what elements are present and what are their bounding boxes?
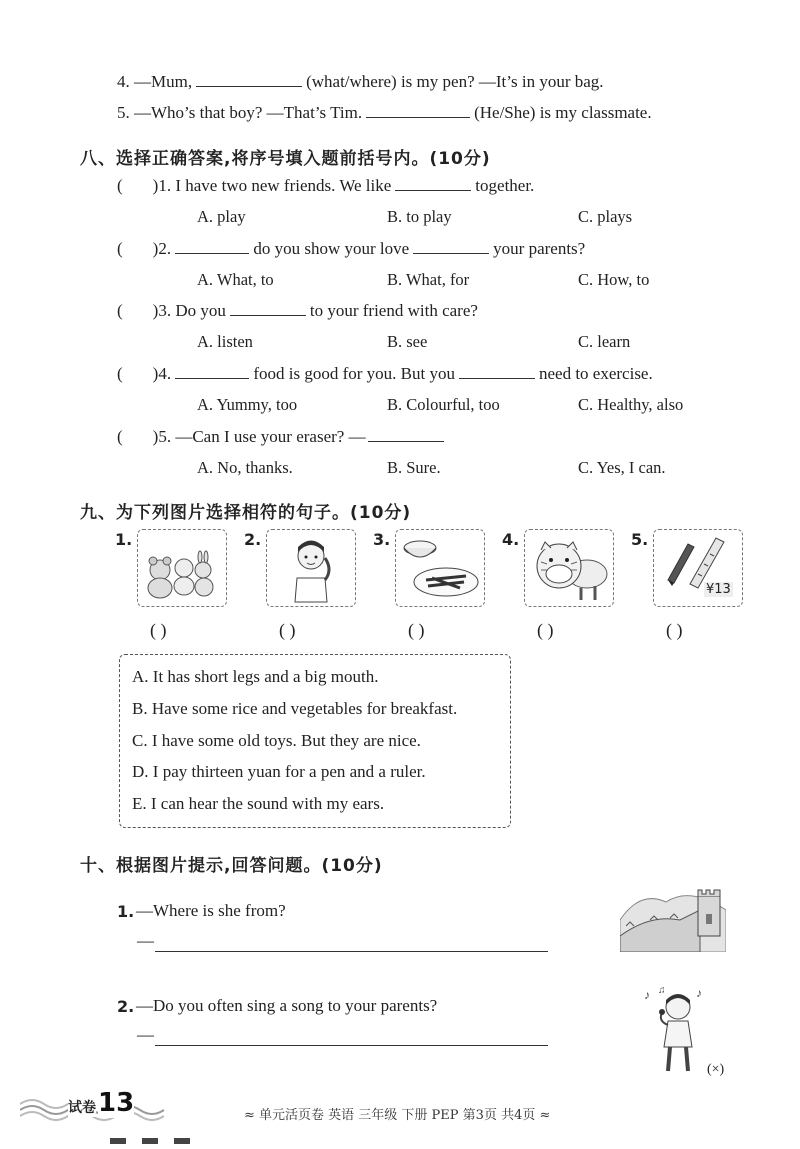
blank[interactable]: [413, 239, 489, 254]
section-8-title: 八、选择正确答案,将序号填入题前括号内。(10分): [80, 149, 491, 169]
blank[interactable]: [459, 364, 535, 379]
boy-listening-icon: [267, 530, 355, 606]
section-9-title: 九、为下列图片选择相符的句子。(10分): [80, 503, 412, 523]
option-c[interactable]: C. Yes, I can.: [578, 458, 666, 477]
singing-boy-icon: [640, 985, 712, 1077]
answer-line-2[interactable]: [155, 1045, 548, 1046]
singing-boy-picture: [640, 985, 712, 1077]
page-number-badge: 13: [98, 1088, 135, 1118]
footer-bar: [174, 1138, 190, 1144]
sentence-a: A. It has short legs and a big mouth.: [132, 667, 379, 686]
option-c[interactable]: C. plays: [578, 207, 633, 226]
option-c[interactable]: C. learn: [578, 332, 631, 351]
answer-paren[interactable]: ( ): [150, 620, 167, 640]
blank[interactable]: [230, 301, 306, 316]
answer-paren[interactable]: ( ): [666, 620, 683, 640]
sentence-box: [119, 654, 511, 828]
picture-5: [653, 529, 743, 607]
rice-and-vegetables-icon: [396, 530, 484, 606]
answer-slot[interactable]: [123, 177, 153, 191]
question-7-5: 5. —Who’s that boy? —That’s Tim. (He/She) is my classmate.: [117, 103, 652, 122]
question-10-2-text: —Do you often sing a song to your parents?: [136, 996, 438, 1015]
question-7-4: 4. —Mum, (what/where) is my pen? —It’s in your bag.: [117, 72, 604, 91]
question-8-5: ( )5. —Can I use your eraser? —: [117, 427, 444, 447]
mark-cross: (×): [707, 1062, 725, 1077]
picture-number: 1.: [115, 530, 133, 549]
answer-paren[interactable]: ( ): [408, 620, 425, 640]
answer-line-1[interactable]: [155, 951, 548, 952]
answer-slot[interactable]: [123, 428, 153, 442]
question-8-3: ( )3. Do you to your friend with care?: [117, 301, 478, 320]
picture-number: 4.: [502, 530, 520, 549]
svg-text:♫: ♫: [658, 985, 666, 996]
answer-dash: —: [137, 1025, 154, 1044]
picture-2: [266, 529, 356, 607]
sentence-b: B. Have some rice and vegetables for breakfast.: [132, 699, 458, 718]
great-wall-picture: [620, 880, 726, 952]
picture-number: 2.: [244, 530, 262, 549]
question-number: 1.: [117, 902, 135, 921]
option-a[interactable]: A. play: [197, 207, 246, 226]
blank[interactable]: [175, 364, 249, 379]
answer-slot[interactable]: [123, 240, 153, 254]
picture-1: [137, 529, 227, 607]
option-b[interactable]: B. Colourful, too: [387, 395, 500, 414]
option-a[interactable]: A. Yummy, too: [197, 395, 298, 414]
svg-text:♪: ♪: [644, 988, 650, 1002]
footer-bar: [142, 1138, 158, 1144]
question-number: 2.: [117, 997, 135, 1016]
option-a[interactable]: A. What, to: [197, 270, 274, 289]
tiger-icon: [525, 530, 613, 606]
section-10-title: 十、根据图片提示,回答问题。(10分): [80, 856, 383, 876]
price-tag: ¥13: [706, 582, 731, 597]
sentence-e: E. I can hear the sound with my ears.: [132, 794, 385, 813]
option-b[interactable]: B. What, for: [387, 270, 470, 289]
great-wall-icon: [620, 880, 726, 952]
option-a[interactable]: A. No, thanks.: [197, 458, 293, 477]
sentence-c: C. I have some old toys. But they are nice.: [132, 731, 421, 750]
question-8-1: ( )1. I have two new friends. We like together.: [117, 176, 535, 195]
svg-text:♪: ♪: [696, 986, 702, 1000]
blank[interactable]: [366, 103, 470, 118]
answer-paren[interactable]: ( ): [537, 620, 554, 640]
sentence-d: D. I pay thirteen yuan for a pen and a ruler.: [132, 762, 426, 781]
picture-4: [524, 529, 614, 607]
answer-slot[interactable]: [123, 302, 153, 316]
blank[interactable]: [175, 239, 249, 254]
answer-slot[interactable]: [123, 365, 153, 379]
picture-3: [395, 529, 485, 607]
answer-paren[interactable]: ( ): [279, 620, 296, 640]
question-10-1-text: —Where is she from?: [136, 901, 286, 920]
picture-number: 5.: [631, 530, 649, 549]
footer-bar: [110, 1138, 126, 1144]
blank[interactable]: [368, 427, 444, 442]
blank[interactable]: [196, 72, 302, 87]
question-8-2: ( )2. do you show your love your parents?: [117, 239, 586, 258]
toys-icon: [138, 530, 226, 606]
picture-number: 3.: [373, 530, 391, 549]
footer-label: 试卷: [68, 1097, 96, 1117]
option-c[interactable]: C. Healthy, also: [578, 395, 684, 414]
question-8-4: ( )4. food is good for you. But you need to exercise.: [117, 364, 653, 383]
blank[interactable]: [395, 176, 471, 191]
option-b[interactable]: B. to play: [387, 207, 452, 226]
option-b[interactable]: B. Sure.: [387, 458, 441, 477]
answer-dash: —: [137, 931, 154, 950]
footer-text: ≈ 单元活页卷 英语 三年级 下册 PEP 第3页 共4页 ≈: [244, 1108, 551, 1123]
option-b[interactable]: B. see: [387, 332, 428, 351]
option-a[interactable]: A. listen: [197, 332, 253, 351]
option-c[interactable]: C. How, to: [578, 270, 650, 289]
